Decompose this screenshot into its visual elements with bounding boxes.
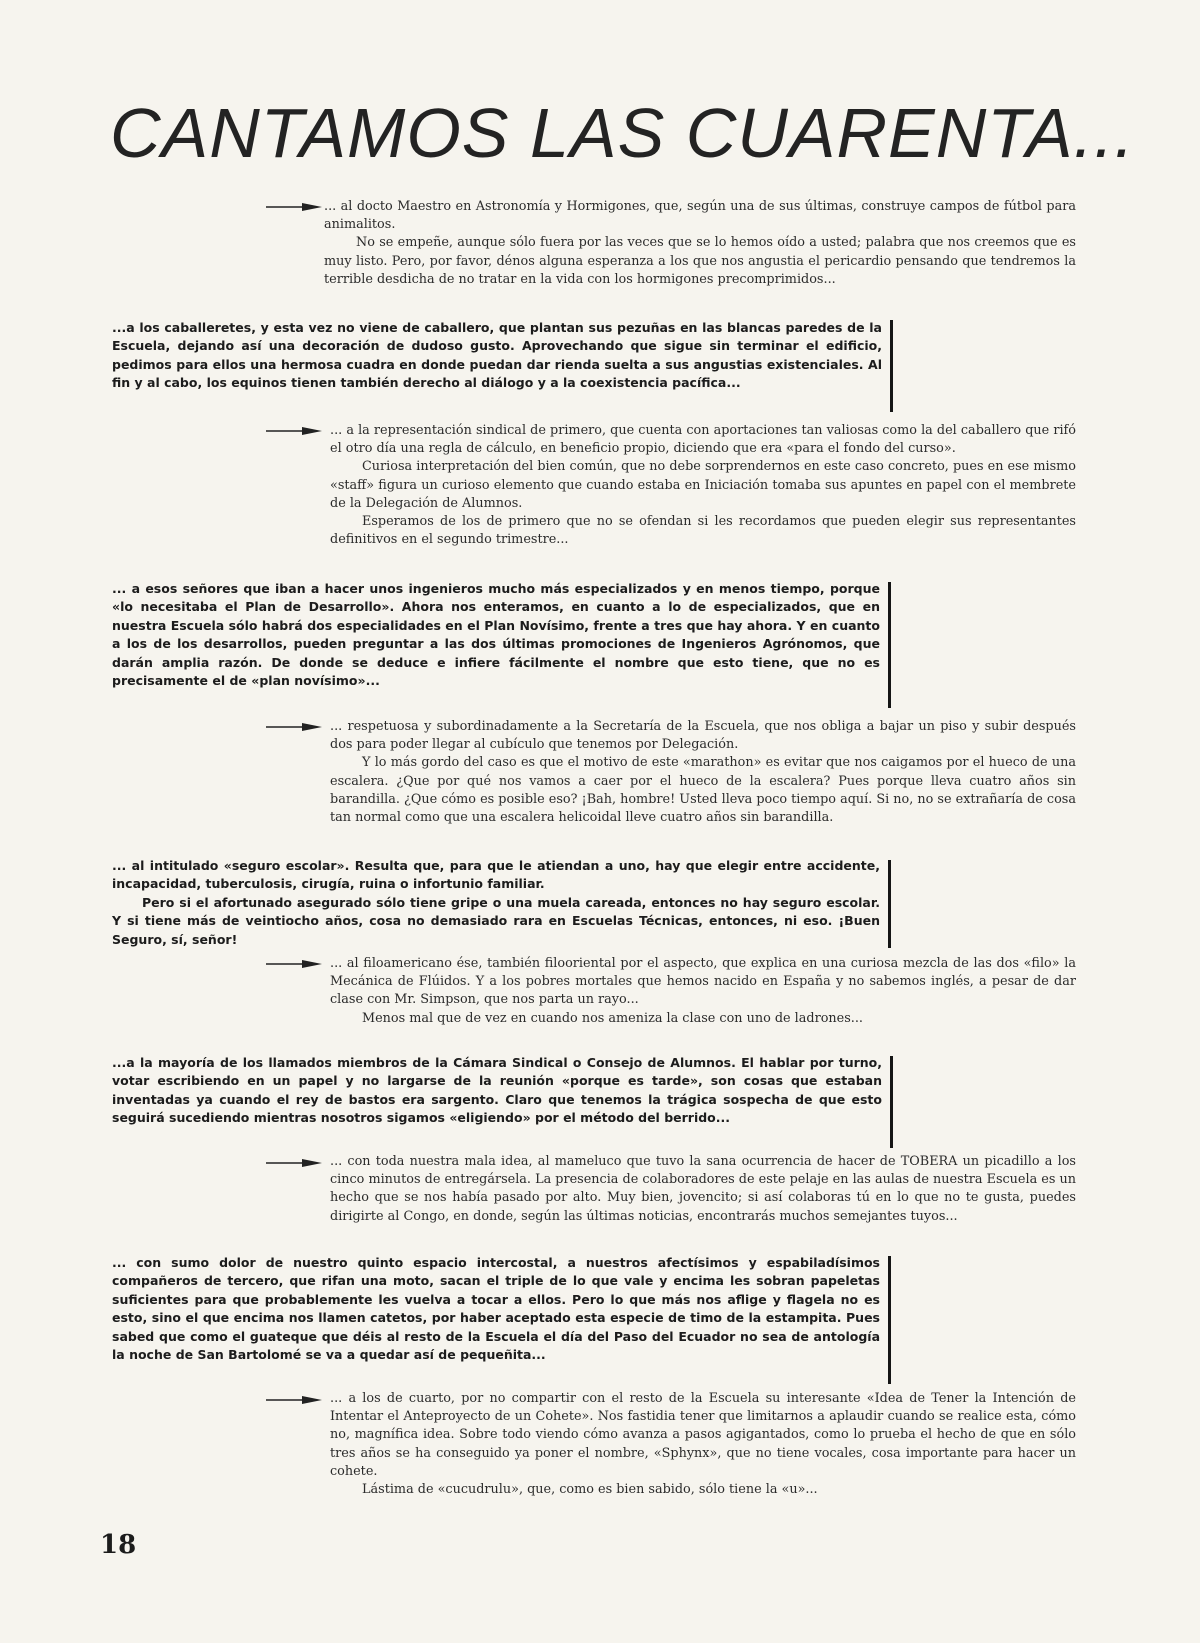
section-tobera bbox=[330, 1153, 1076, 1226]
paragraph: ... a esos señores que iban a hacer unos ingenieros mucho más especializados y en menos tiempo, porque «lo necesitaba el Plan de Desarrollo». Ahora nos enteramos, en cuanto a lo de especializados, que en nuestra Escuela sólo habrá dos especialidades en el Plan Novísimo, frente a tres que hay ahora. Y en cuanto a los de los desarrollos, pueden preguntar a las dos últimas promociones de Ingenieros Agrónomos, que darán amplia razón. De donde se deduce e infiere fácilmente el nombre que esto tiene, que no es precisamente el de «plan novísimo»... bbox=[112, 581, 880, 689]
section-seguro-escolar bbox=[112, 857, 880, 949]
arrow-icon bbox=[266, 203, 324, 211]
section-plan-desarrollo bbox=[112, 580, 880, 690]
paragraph: ... al intitulado «seguro escolar». Resulta que, para que le atiendan a uno, hay que elegir entre accidente, incapacidad, tuberculosis, cirugía, ruina o infortunio familiar. bbox=[112, 858, 880, 892]
arrow-icon bbox=[266, 1396, 324, 1404]
section-caballeretes bbox=[112, 319, 882, 393]
paragraph: Lástima de «cucudrulu», que, como es bien sabido, sólo tiene la «u»... bbox=[362, 1482, 818, 1498]
paragraph: ...a la mayoría de los llamados miembros de la Cámara Sindical o Consejo de Alumnos. El hablar por turno, votar escribiendo en un papel y no largarse de la reunión «porque es tarde», son cosas que estaban inventadas ya cuando el rey de bastos era sargento. Claro que tenemos la trágica sospecha de que esto seguirá sucediendo mientras nosotros sigamos «eligiendo» por el método del berrido... bbox=[112, 1055, 882, 1126]
paragraph: ... al filoamericano ése, también filooriental por el aspecto, que explica en una curiosa mezcla de las dos «filo» la Mecánica de Flúidos. Y a los pobres mortales que hemos nacido en España y no sabemos inglés, a pesar de dar clase con Mr. Simpson, que nos parta un rayo... bbox=[330, 956, 1076, 1008]
paragraph: Esperamos de los de primero que no se ofendan si les recordamos que pueden elegir sus representantes definitivos en el segundo trimestre... bbox=[330, 514, 1076, 548]
page-number: 18 bbox=[100, 1530, 137, 1560]
paragraph: ... al docto Maestro en Astronomía y Hormigones, que, según una de sus últimas, construye campos de fútbol para animalitos. bbox=[324, 199, 1076, 233]
paragraph: ... con sumo dolor de nuestro quinto espacio intercostal, a nuestros afectísimos y espabiladísimos compañeros de tercero, que rifan una moto, sacan el triple de lo que vale y encima les sobran papeletas suficientes para que probablemente les vuelva a tocar a ellos. Pero lo que más nos aflige y flagela no es esto, sino el que encima nos llamen catetos, por haber aceptado esta especie de timo de la estampita. Pues sabed que como el guateque que déis al resto de la Escuela el día del Paso del Ecuador no sea de antología la noche de San Bartolomé se va a quedar así de pequeñita... bbox=[112, 1255, 880, 1363]
arrow-icon bbox=[266, 723, 324, 731]
arrow-icon bbox=[266, 427, 324, 435]
section-tercero-moto bbox=[112, 1254, 880, 1364]
section-filoamericano bbox=[330, 955, 1076, 1028]
section-astronomia bbox=[324, 198, 1076, 289]
paragraph: ...a los caballeretes, y esta vez no viene de caballero, que plantan sus pezuñas en las blancas paredes de la Escuela, dejando así una decoración de dudoso gusto. Aprovechando que sigue sin terminar el edificio, pedimos para ellos una hermosa cuadra en donde puedan dar rienda suelta a sus angustias existenciales. Al fin y al cabo, los equinos tienen también derecho al diálogo y a la coexistencia pacífica... bbox=[112, 320, 882, 391]
section-cohete bbox=[330, 1390, 1076, 1499]
page-title: CANTAMOS LAS CUARENTA... bbox=[110, 94, 1135, 172]
section-representacion-sindical bbox=[330, 422, 1076, 549]
margin-bar bbox=[890, 1056, 893, 1148]
arrow-icon bbox=[266, 1159, 324, 1167]
margin-bar bbox=[888, 860, 891, 948]
margin-bar bbox=[888, 1256, 891, 1384]
paragraph: Pero si el afortunado asegurado sólo tiene gripe o una muela careada, entonces no hay seguro escolar. Y si tiene más de veintiocho años, cosa no demasiado rara en Escuelas Técnicas, entonces, ni eso. ¡Buen Seguro, sí, señor! bbox=[112, 894, 880, 947]
paragraph: No se empeñe, aunque sólo fuera por las veces que se lo hemos oído a usted; palabra que nos creemos que es muy listo. Pero, por favor, dénos alguna esperanza a los que nos angustia el pericardio pensando que tendremos la terrible desdicha de no tratar en la vida con los hormigones precomprimidos... bbox=[324, 235, 1076, 287]
arrow-icon bbox=[266, 960, 324, 968]
paragraph: ... a la representación sindical de primero, que cuenta con aportaciones tan valiosas como la del caballero que rifó el otro día una regla de cálculo, en beneficio propio, diciendo que era «para el fondo del curso». bbox=[330, 423, 1076, 457]
section-secretaria bbox=[330, 718, 1076, 827]
paragraph: ... a los de cuarto, por no compartir con el resto de la Escuela su interesante «Idea de Tener la Intención de Intentar el Anteproyecto de un Cohete». Nos fastidia tener que limitarnos a aplaudir cuando se realice esta, cómo no, magnífica idea. Sobre todo viendo cómo avanza a pasos agigantados, como lo prueba el hecho de que en sólo tres años se ha conseguido ya poner el nombre, «Sphynx», que no tiene vocales, cosa importante para hacer un cohete. bbox=[330, 1391, 1076, 1479]
section-camara-sindical bbox=[112, 1054, 882, 1128]
paragraph: Y lo más gordo del caso es que el motivo de este «marathon» es evitar que nos caigamos por el hueco de una escalera. ¿Que por qué nos vamos a caer por el hueco de la escalera? Pues porque lleva cuatro años sin barandilla. ¿Que cómo es posible eso? ¡Bah, hombre! Usted lleva poco tiempo aquí. Si no, no se extrañaría de cosa tan normal como que una escalera helicoidal lleve cuatro años sin barandilla. bbox=[330, 755, 1076, 826]
paragraph: Menos mal que de vez en cuando nos ameniza la clase con uno de ladrones... bbox=[362, 1010, 863, 1026]
paragraph: Curiosa interpretación del bien común, que no debe sorprendernos en este caso concreto, pues en ese mismo «staff» figura un curioso elemento que cuando estaba en Iniciación tomaba sus apuntes en papel con el membrete de la Delegación de Alumnos. bbox=[330, 459, 1076, 511]
paragraph: ... con toda nuestra mala idea, al mameluco que tuvo la sana ocurrencia de hacer de TOBERA un picadillo a los cinco minutos de entregársela. La presencia de colaboradores de este pelaje en las aulas de nuestra Escuela es un hecho que se nos había pasado por alto. Muy bien, jovencito; si así colaboras tú en lo que no te gusta, puedes dirigirte al Congo, en donde, según las últimas noticias, encontrarás muchos semejantes tuyos... bbox=[330, 1154, 1076, 1224]
margin-bar bbox=[890, 320, 893, 412]
paragraph: ... respetuosa y subordinadamente a la Secretaría de la Escuela, que nos obliga a bajar un piso y subir después dos para poder llegar al cubículo que tenemos por Delegación. bbox=[330, 719, 1076, 753]
margin-bar bbox=[888, 582, 891, 708]
